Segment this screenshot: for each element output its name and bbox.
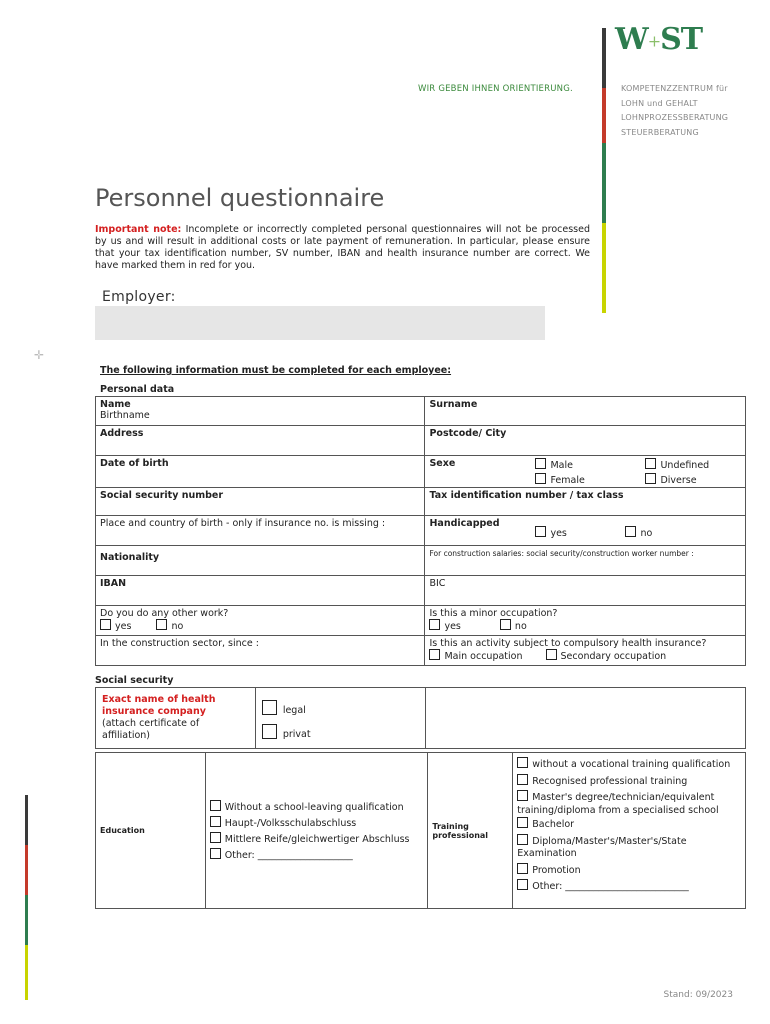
checkbox[interactable] [210, 848, 221, 859]
compulsory-cell [425, 636, 746, 666]
ssn-label: Social security number [100, 490, 224, 501]
postcode-cell[interactable] [425, 426, 746, 456]
no-label: no [514, 621, 527, 632]
no-label: no [171, 621, 184, 632]
legal-option[interactable] [262, 700, 419, 716]
bar-seg-dark [602, 28, 606, 88]
dob-cell[interactable] [96, 456, 425, 488]
checkbox[interactable] [625, 526, 636, 537]
checkbox[interactable] [210, 816, 221, 827]
bar-seg-yellow [602, 223, 606, 313]
yes-label: yes [115, 621, 132, 632]
employer-input[interactable] [95, 306, 545, 340]
minor-no[interactable] [500, 621, 527, 632]
competencies [621, 82, 728, 140]
female-label: Female [550, 475, 585, 486]
option-label: Recognised professional training [532, 775, 688, 787]
male-label: Male [550, 460, 573, 471]
education-option[interactable] [210, 816, 424, 830]
checkbox[interactable] [645, 458, 656, 469]
competency-line: KOMPETENZZENTRUM für [621, 84, 728, 93]
checkbox[interactable] [645, 473, 656, 484]
checkbox[interactable] [500, 619, 511, 630]
other-work-cell [96, 606, 425, 636]
undefined-label: Undefined [660, 460, 710, 471]
handicapped-no[interactable] [625, 526, 652, 539]
logo-left: W [615, 22, 648, 57]
iban-cell[interactable] [96, 576, 425, 606]
stand-date: Stand: 09/2023 [663, 990, 733, 1000]
education-option[interactable] [210, 848, 424, 862]
option-label: without a vocational training qualification [532, 759, 731, 770]
bar-seg-green [25, 895, 28, 945]
option-label: Master's degree/technician/equivalent training/diploma from a specialised school [517, 792, 719, 816]
construction-since-label: In the construction sector, since : [100, 638, 259, 649]
logo-right: ST [660, 22, 703, 57]
bar-seg-yellow [25, 945, 28, 1000]
legal-label: legal [282, 705, 306, 716]
checkbox[interactable] [262, 700, 277, 715]
other-work-label: Do you do any other work? [100, 608, 229, 619]
wst-logo [615, 22, 702, 57]
minor-yes[interactable] [429, 621, 460, 632]
taxid-label: Tax identification number / tax class [429, 490, 624, 501]
sex-male[interactable] [535, 458, 573, 471]
checkbox[interactable] [535, 458, 546, 469]
no-label: no [640, 528, 653, 539]
dob-label: Date of birth [100, 458, 169, 469]
checkbox[interactable] [429, 619, 440, 630]
construction-no-label: For construction salaries: social security/construction worker number : [429, 549, 694, 558]
note-label: Important note: [95, 224, 182, 235]
sparkle-icon: ✛ [34, 348, 45, 362]
training-option[interactable] [517, 790, 741, 817]
option-label: Haupt-/Volksschulabschluss [224, 817, 357, 829]
competency-line: LOHNPROZESSBERATUNG [621, 113, 729, 122]
ssn-cell[interactable] [96, 488, 425, 516]
bar-seg-red [602, 88, 606, 143]
privat-option[interactable] [262, 724, 419, 740]
competency-line: STEUERBERATUNG [621, 127, 699, 137]
other-work-yes[interactable] [100, 621, 131, 632]
personal-data-table [95, 396, 746, 666]
checkbox[interactable] [535, 473, 546, 484]
insurance-name-cell[interactable] [425, 688, 745, 749]
training-option[interactable] [517, 863, 741, 878]
construction-since-cell[interactable] [96, 636, 425, 666]
yes-label: yes [550, 528, 567, 539]
note-text: Incomplete or incorrectly completed personal questionnaires will not be processed by us and will result in additional costs or late payment of remuneration. In particular, please ensure that your tax identification number, SV number, IBAN and health insurance number are correct. We have marked them in red for you. [95, 224, 590, 271]
checkbox[interactable] [210, 832, 221, 843]
checkbox[interactable] [546, 649, 557, 660]
training-option[interactable] [517, 879, 741, 894]
secondary-occupation[interactable] [546, 651, 667, 662]
option-label: Mittlere Reife/gleichwertiger Abschluss [224, 833, 410, 845]
bic-label: BIC [429, 578, 446, 589]
footer-color-bar [25, 795, 28, 1000]
minor-label: Is this a minor occupation? [429, 608, 558, 619]
training-option[interactable] [517, 834, 741, 861]
address-cell[interactable] [96, 426, 425, 456]
secondary-occ-label: Secondary occupation [560, 651, 667, 662]
slogan: WIR GEBEN IHNEN ORIENTIERUNG. [418, 84, 573, 94]
checkbox[interactable] [100, 619, 111, 630]
checkbox[interactable] [535, 526, 546, 537]
color-bar [602, 28, 606, 313]
checkbox[interactable] [262, 724, 277, 739]
taxid-cell[interactable] [425, 488, 746, 516]
competency-line: LOHN und GEHALT [621, 98, 698, 108]
option-label: Other: ____________________ [224, 849, 353, 861]
nationality-cell[interactable] [96, 546, 425, 576]
surname-label: Surname [429, 399, 478, 410]
privat-label: privat [282, 729, 311, 740]
social-security-table [95, 687, 746, 749]
address-label: Address [100, 428, 144, 439]
handicapped-cell [425, 516, 746, 546]
surname-cell[interactable] [425, 397, 746, 426]
logo-plus: + [647, 31, 661, 51]
health-insurance-label: Exact name of health insurance company [102, 694, 216, 717]
checkbox[interactable] [517, 817, 528, 828]
nationality-label: Nationality [100, 552, 160, 563]
education-options [205, 753, 428, 909]
yes-label: yes [444, 621, 461, 632]
training-option[interactable] [517, 817, 741, 832]
option-label: Promotion [532, 864, 581, 876]
name-cell[interactable] [96, 397, 425, 426]
employer-label: Employer: [102, 289, 176, 305]
education-option[interactable] [210, 832, 424, 846]
option-label: Bachelor [532, 819, 575, 830]
bar-seg-green [602, 143, 606, 223]
postcode-label: Postcode/ City [429, 428, 507, 439]
training-option[interactable] [517, 774, 741, 789]
checkbox[interactable] [517, 790, 528, 801]
sex-female[interactable] [535, 473, 584, 486]
birthplace-cell[interactable] [96, 516, 425, 546]
education-table [95, 752, 746, 909]
birthplace-label: Place and country of birth - only if insurance no. is missing : [100, 518, 386, 529]
handicapped-label: Handicapped [429, 518, 500, 529]
minor-cell [425, 606, 746, 636]
main-occ-label: Main occupation [444, 651, 523, 662]
diverse-label: Diverse [660, 475, 697, 486]
social-security-label: Social security [95, 675, 174, 686]
main-occupation[interactable] [429, 651, 522, 662]
education-label: Education [96, 753, 206, 909]
insurance-type-cell [255, 688, 425, 749]
checkbox[interactable] [210, 800, 221, 811]
option-label: Without a school-leaving qualification [224, 801, 404, 813]
bar-seg-red [25, 845, 28, 895]
sex-undefined[interactable] [645, 458, 709, 471]
checkbox[interactable] [517, 757, 528, 768]
name-label: Name [100, 399, 131, 410]
checkbox[interactable] [517, 879, 528, 890]
birthname-label: Birthname [100, 410, 150, 421]
checkbox[interactable] [517, 834, 528, 845]
compulsory-label: Is this an activity subject to compulsory health insurance? [429, 638, 707, 649]
option-label: Other: __________________________ [532, 881, 689, 892]
personal-data-label: Personal data [100, 384, 175, 395]
iban-label: IBAN [100, 578, 127, 589]
checkbox[interactable] [517, 774, 528, 785]
training-option[interactable] [517, 757, 741, 772]
sex-diverse[interactable] [645, 473, 696, 486]
education-option[interactable] [210, 800, 424, 814]
checkbox[interactable] [517, 863, 528, 874]
health-insurance-cell [96, 688, 256, 749]
page-title: Personnel questionnaire [95, 184, 385, 212]
checkbox[interactable] [156, 619, 167, 630]
sex-label: Sexe [429, 458, 456, 469]
attach-label: (attach certificate of affiliation) [102, 718, 200, 741]
bar-seg-dark [25, 795, 28, 845]
training-label: Training professional [428, 753, 513, 909]
other-work-no[interactable] [156, 621, 183, 632]
option-label: Diploma/Master's/Master's/State Examination [517, 835, 687, 859]
bic-cell[interactable] [425, 576, 746, 606]
sex-cell [425, 456, 746, 488]
handicapped-yes[interactable] [535, 526, 566, 539]
instruction: The following information must be completed for each employee: [100, 365, 452, 376]
construction-no-cell[interactable] [425, 546, 746, 576]
training-options [513, 753, 746, 909]
important-note [95, 224, 590, 272]
checkbox[interactable] [429, 649, 440, 660]
